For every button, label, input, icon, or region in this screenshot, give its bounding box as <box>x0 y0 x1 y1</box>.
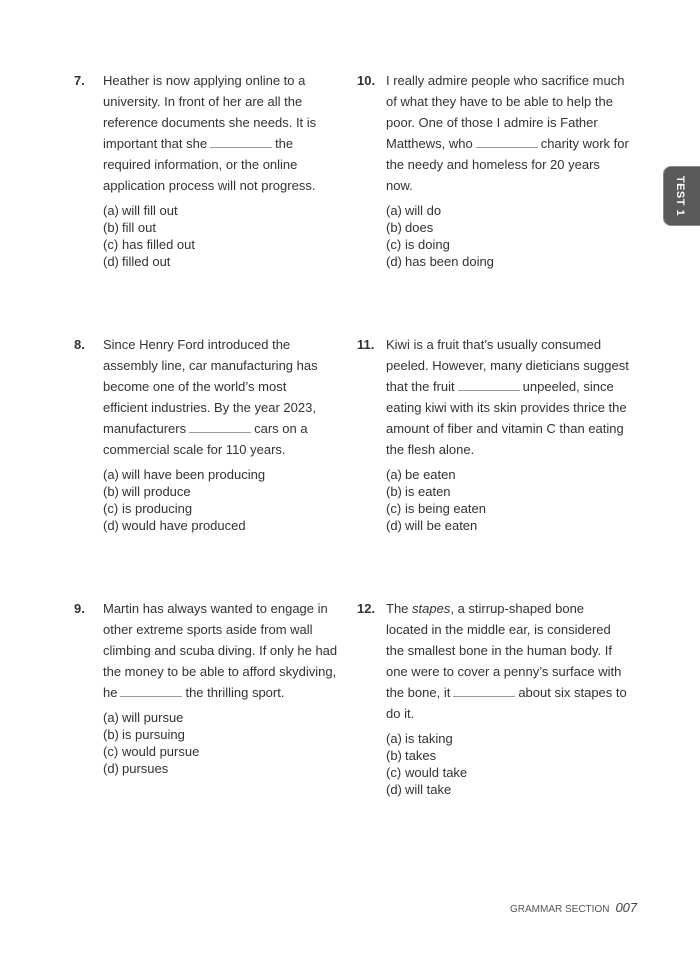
options-list <box>103 202 329 270</box>
test-tab-label: TEST 1 <box>674 175 686 217</box>
option-a[interactable]: (a) be eaten <box>386 467 456 482</box>
option-d[interactable]: (d) filled out <box>103 254 171 269</box>
option-a[interactable]: (a) is taking <box>386 731 453 746</box>
option-c[interactable]: (c) would take <box>386 765 468 780</box>
question-stem: Heather is now applying online to a university. In front of her are all the reference documents she needs. It is important that she the required information, or the online application process will not progress. <box>103 73 317 193</box>
question-10 <box>357 70 629 270</box>
question-number: 7. <box>74 73 85 88</box>
option-c[interactable]: (c) has filled out <box>103 237 195 252</box>
option-d[interactable]: (d) will be eaten <box>386 518 478 533</box>
page-footer <box>510 900 637 915</box>
question-number: 11. <box>357 337 375 352</box>
question-stem: The stapes, a stirrup-shaped bone located in the middle ear, is considered the smallest bone in the human body. If one were to cover a penny’s surface with the bone, it about six stapes to do it. <box>386 601 627 721</box>
answer-blank <box>210 136 272 148</box>
question-8 <box>74 334 329 534</box>
question-9 <box>74 598 344 777</box>
question-7 <box>74 70 329 270</box>
option-b[interactable]: (b) is pursuing <box>103 727 185 742</box>
question-11 <box>357 334 632 534</box>
option-d[interactable]: (d) has been doing <box>386 254 494 269</box>
answer-blank <box>458 379 520 391</box>
options-list <box>386 466 632 534</box>
section-label: GRAMMAR SECTION <box>510 904 610 915</box>
option-b[interactable]: (b) does <box>386 220 434 235</box>
answer-blank <box>453 685 515 697</box>
option-a[interactable]: (a) will have been producing <box>103 467 266 482</box>
test-side-tab <box>664 167 700 225</box>
question-stem: Kiwi is a fruit that’s usually consumed peeled. However, many dieticians suggest that the fruit unpeeled, since eating kiwi with its skin provides thrice the amount of fiber and vitamin C than eating the flesh alone. <box>386 337 629 457</box>
question-number: 9. <box>74 601 85 616</box>
option-b[interactable]: (b) takes <box>386 748 437 763</box>
page-number: 007 <box>615 900 638 915</box>
options-list <box>103 466 329 534</box>
question-stem: Martin has always wanted to engage in other extreme sports aside from wall climbing and scuba diving. If only he had the money to be able to afford skydiving, he the thrilling sport. <box>103 601 338 700</box>
italic-term: stapes <box>412 601 451 616</box>
option-a[interactable]: (a) will do <box>386 203 442 218</box>
option-b[interactable]: (b) fill out <box>103 220 156 235</box>
answer-blank <box>120 685 182 697</box>
question-number: 12. <box>357 601 376 616</box>
option-a[interactable]: (a) will pursue <box>103 710 184 725</box>
option-c[interactable]: (c) is being eaten <box>386 501 486 516</box>
option-b[interactable]: (b) is eaten <box>386 484 451 499</box>
question-12 <box>357 598 629 798</box>
options-list <box>103 709 344 777</box>
answer-blank <box>189 421 251 433</box>
option-c[interactable]: (c) is doing <box>386 237 450 252</box>
question-stem: I really admire people who sacrifice much of what they have to be able to help the poor. One of those I admire is Father Matthews, who charity work for the needy and homeless for 20 years now. <box>386 73 629 193</box>
question-stem: Since Henry Ford introduced the assembly line, car manufacturing has become one of the world’s most efficient industries. By the year 2023, manufacturers cars on a commercial scale for 110 years. <box>103 337 318 457</box>
option-a[interactable]: (a) will fill out <box>103 203 178 218</box>
option-b[interactable]: (b) will produce <box>103 484 191 499</box>
answer-blank <box>476 136 538 148</box>
option-c[interactable]: (c) is producing <box>103 501 193 516</box>
option-d[interactable]: (d) will take <box>386 782 452 797</box>
options-list <box>386 730 629 798</box>
question-number: 8. <box>74 337 85 352</box>
option-c[interactable]: (c) would pursue <box>103 744 200 759</box>
options-list <box>386 202 629 270</box>
question-number: 10. <box>357 73 376 88</box>
option-d[interactable]: (d) pursues <box>103 761 169 776</box>
option-d[interactable]: (d) would have produced <box>103 518 246 533</box>
